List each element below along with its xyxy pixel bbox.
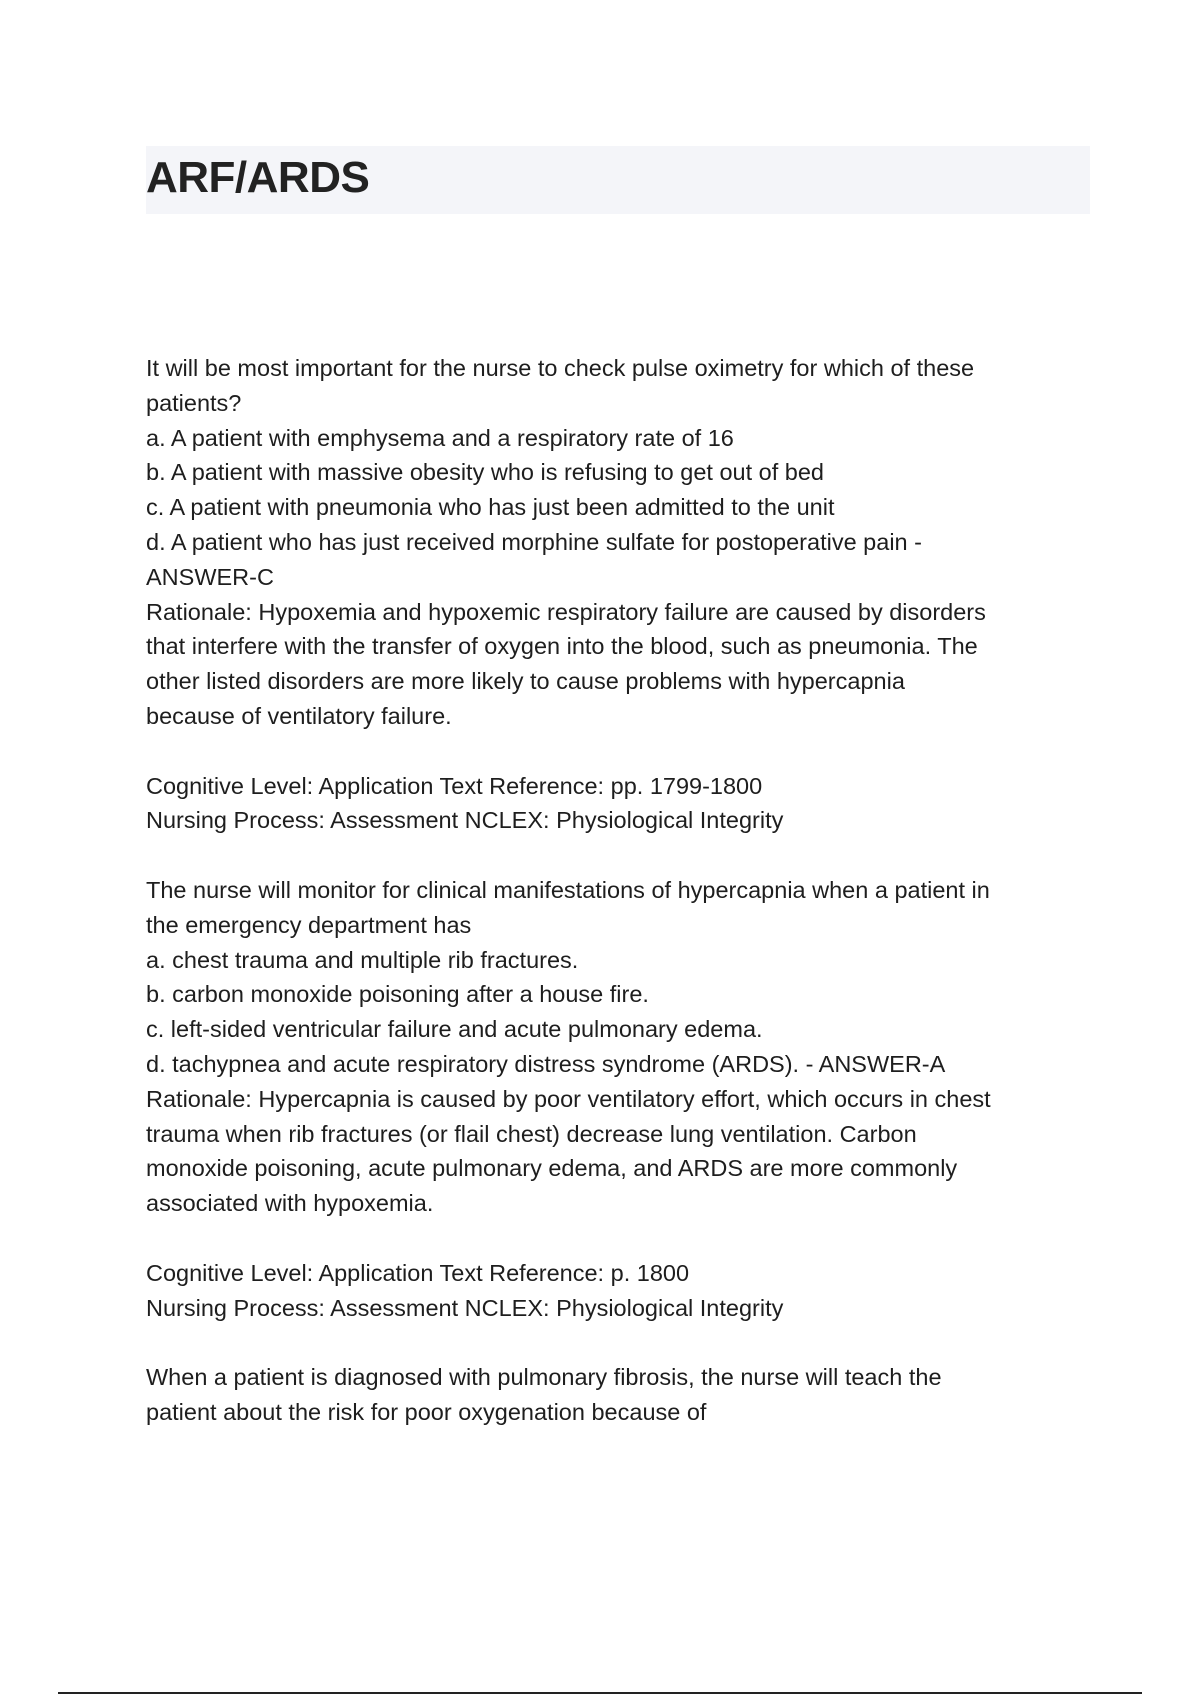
question-1-option-a: a. A patient with emphysema and a respiratory rate of 16 [146,424,734,451]
title-bar [146,146,1090,214]
question-2-rationale: trauma when rib fractures (or flail chest) decrease lung ventilation. Carbon [146,1120,917,1147]
question-1-option-c: c. A patient with pneumonia who has just been admitted to the unit [146,494,835,521]
question-2-option-d-answer: d. tachypnea and acute respiratory distress syndrome (ARDS). - ANSWER-A [146,1050,946,1077]
question-1-answer: ANSWER-C [146,563,274,590]
question-2-rationale: monoxide poisoning, acute pulmonary edema, and ARDS are more commonly [146,1155,958,1182]
question-2-option-c: c. left-sided ventricular failure and acute pulmonary edema. [146,1016,763,1043]
question-1-line: patients? [146,389,242,416]
question-2-option-a: a. chest trauma and multiple rib fractures. [146,946,579,973]
page-title: ARF/ARDS [146,153,370,202]
question-1-cognitive-level: Cognitive Level: Application Text Reference: pp. 1799-1800 [146,772,763,799]
question-3 [146,1360,1096,1430]
question-2-rationale: associated with hypoxemia. [146,1190,434,1217]
question-1-rationale: other listed disorders are more likely to cause problems with hypercapnia [146,668,905,695]
question-1-meta [146,769,1096,839]
question-3-line: When a patient is diagnosed with pulmonary fibrosis, the nurse will teach the [146,1364,942,1391]
question-2-meta [146,1256,1096,1326]
question-1-option-d: d. A patient who has just received morphine sulfate for postoperative pain - [146,528,922,555]
question-2-rationale: Rationale: Hypercapnia is caused by poor ventilatory effort, which occurs in chest [146,1085,991,1112]
question-1-option-b: b. A patient with massive obesity who is refusing to get out of bed [146,459,824,486]
question-2-cognitive-level: Cognitive Level: Application Text Reference: p. 1800 [146,1259,690,1286]
question-2 [146,873,1096,1221]
footer-divider [58,1692,1142,1694]
spacer [146,1221,1096,1256]
question-2-nursing-process: Nursing Process: Assessment NCLEX: Physiological Integrity [146,1294,784,1321]
question-1-nursing-process: Nursing Process: Assessment NCLEX: Physiological Integrity [146,807,784,834]
question-1-rationale: Rationale: Hypoxemia and hypoxemic respiratory failure are caused by disorders [146,598,986,625]
question-2-line: the emergency department has [146,911,472,938]
question-1-line: It will be most important for the nurse to check pulse oximetry for which of these [146,355,975,381]
document-body [146,351,1096,1430]
spacer [146,734,1096,769]
question-1-rationale: that interfere with the transfer of oxygen into the blood, such as pneumonia. The [146,633,978,660]
spacer [146,838,1096,873]
question-2-option-b: b. carbon monoxide poisoning after a house fire. [146,981,649,1008]
question-3-line: patient about the risk for poor oxygenation because of [146,1398,707,1425]
spacer [146,1325,1096,1360]
question-1 [146,351,1096,734]
question-2-line: The nurse will monitor for clinical manifestations of hypercapnia when a patient in [146,876,990,903]
question-1-rationale: because of ventilatory failure. [146,702,452,729]
